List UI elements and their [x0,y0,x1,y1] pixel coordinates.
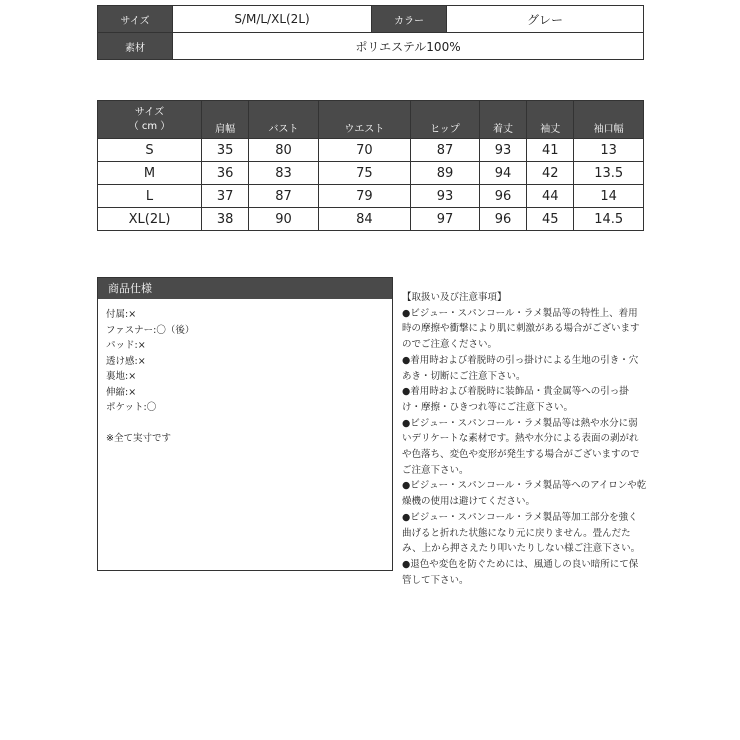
value-cell: 44 [527,185,574,208]
spec-note: ※全て実寸です [106,432,171,444]
column-header: 袖丈 [527,101,574,139]
value-cell: 83 [249,162,319,185]
value-cell: 87 [249,185,319,208]
value-cell: 89 [410,162,479,185]
value-cell: 14.5 [574,208,644,231]
size-chart-header-row [98,101,644,139]
column-header: バスト [249,101,319,139]
column-header: 着丈 [479,101,526,139]
column-header: ヒップ [410,101,479,139]
column-header: 袖口幅 [574,101,644,139]
value-cell: 93 [410,185,479,208]
value-cell: 80 [249,139,319,162]
column-header: 肩幅 [202,101,249,139]
spec-item: パッド:× [106,340,146,351]
spec-item: ポケット:〇 [106,402,157,413]
care-note: ●ビジュー・スパンコール・ラメ製品等は熱や水分に弱いデリケートな素材です。熱や水分による表面の剥がれや色落ち、変色や変形が発生する場合がございますのでご注意下さい。 [402,417,640,476]
value-cell: 42 [527,162,574,185]
value-cell: 37 [202,185,249,208]
value-cell: 13.5 [574,162,644,185]
value-cell: 96 [479,185,526,208]
table-row [98,208,644,231]
size-chart-size-header: サイズ （ cm ） [98,101,202,139]
spec-item: 付属:× [106,309,137,320]
value-cell: 79 [318,185,410,208]
product-spec-box [97,277,393,571]
care-notes-title: 【取扱い及び注意事項】 [402,292,507,303]
care-note: ●ビジュー・スパンコール・ラメ製品等加工部分を強く曲げると折れた状態になり元に戻りません。畳んだたみ、上から押さえたり叩いたりしない様ご注意下さい。 [402,511,641,555]
care-note: ●着用時および着脱時に装飾品・貴金属等への引っ掛け・摩擦・ひきつれ等にご注意下さい。 [402,386,629,413]
care-notes [402,290,647,588]
size-cell: S [98,139,202,162]
value-cell: 94 [479,162,526,185]
color-value: グレー [447,6,644,33]
product-info-table [97,5,644,60]
material-value: ポリエステル100% [173,33,644,60]
value-cell: 87 [410,139,479,162]
size-cell: XL(2L) [98,208,202,231]
value-cell: 75 [318,162,410,185]
spec-item: ファスナー:〇（後） [106,324,195,336]
value-cell: 93 [479,139,526,162]
spec-item: 伸縮:× [106,386,137,398]
value-cell: 36 [202,162,249,185]
value-cell: 38 [202,208,249,231]
value-cell: 97 [410,208,479,231]
spec-title: 商品仕様 [98,278,392,299]
value-cell: 13 [574,139,644,162]
table-row [98,139,644,162]
color-label: カラー [372,6,447,33]
care-note: ●ビジュー・スパンコール・ラメ製品等へのアイロンや乾燥機の使用は避けてください。 [402,480,647,508]
value-cell: 45 [527,208,574,231]
value-cell: 84 [318,208,410,231]
value-cell: 96 [479,208,526,231]
table-row [98,185,644,208]
size-cell: L [98,185,202,208]
size-cell: M [98,162,202,185]
spec-body [98,299,392,446]
value-cell: 90 [249,208,319,231]
value-cell: 41 [527,139,574,162]
value-cell: 14 [574,185,644,208]
care-note: ●退色や変色を防ぐためには、風通しの良い暗所にて保管して下さい。 [402,558,639,586]
spec-item: 透け感:× [106,355,146,367]
size-chart-table [97,100,644,231]
material-label: 素材 [98,33,173,60]
table-row [98,162,644,185]
column-header: ウエスト [318,101,410,139]
care-note: ●着用時および着脱時の引っ掛けによる生地の引き・穴あき・切断にご注意下さい。 [402,354,639,382]
size-label: サイズ [98,6,173,33]
spec-item: 裏地:× [106,371,137,382]
care-note: ●ビジュー・スパンコール・ラメ製品等の特性上、着用時の摩擦や衝撃により肌に刺激がある場合がございますのでご注意ください。 [402,307,640,351]
value-cell: 70 [318,139,410,162]
value-cell: 35 [202,139,249,162]
size-value: S/M/L/XL(2L) [173,6,372,33]
